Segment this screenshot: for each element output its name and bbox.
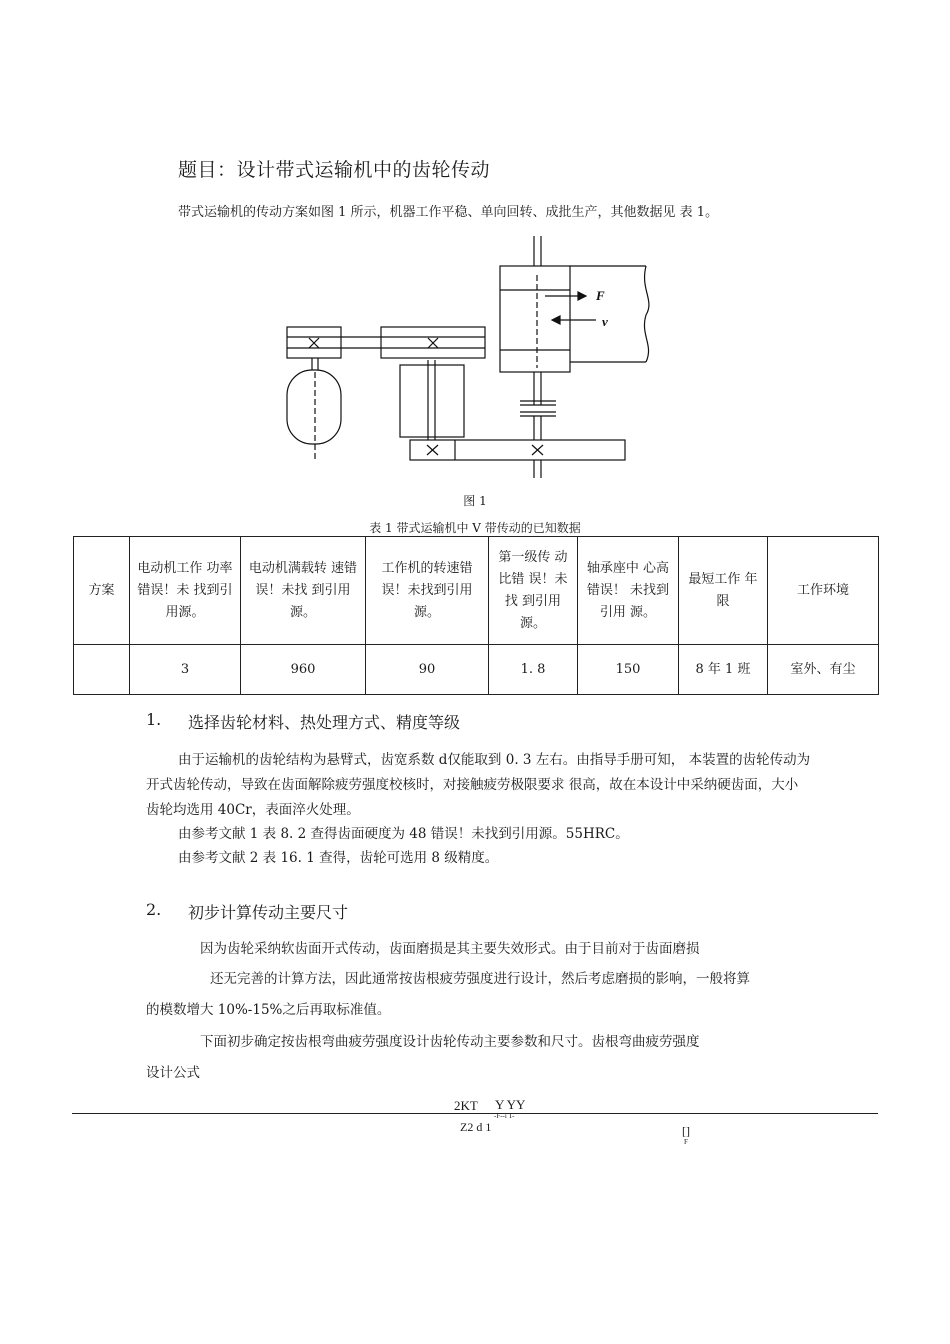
section-1-heading: 选择齿轮材料、热处理方式、精度等级 <box>188 713 461 732</box>
section-1-precision-line: 由参考文献 2 表 16. 1 查得，齿轮可选用 8 级精度。 <box>178 850 499 866</box>
header-cell: 第一级传 动比错 误！未找 到引用源。 <box>489 537 578 645</box>
force-label: F <box>596 288 605 303</box>
table-cell: 8 年 1 班 <box>679 645 768 695</box>
belt-break-line <box>644 266 648 362</box>
header-cell: 工作机的转速错误！未找到引用源。 <box>366 537 489 645</box>
formula-numerator: 2KT <box>454 1098 478 1113</box>
table-cell: 150 <box>578 645 679 695</box>
bearing-housing <box>400 365 464 437</box>
page-title: 题目：设计带式运输机中的齿轮传动 <box>178 159 491 181</box>
section-1-hardness-line: 由参考文献 1 表 8. 2 查得齿面硬度为 48 错误！未找到引用源。55HRC。 <box>178 826 629 842</box>
table-cell: 室外、有尘 <box>768 645 879 695</box>
table-cell: 3 <box>130 645 241 695</box>
formula-y-subscript: -F--i T- <box>494 1112 515 1120</box>
formula-denominator: Z2 d 1 <box>460 1120 492 1134</box>
fraction-line <box>72 1113 878 1114</box>
header-cell: 最短工作 年限 <box>679 537 768 645</box>
formula-y-terms: Y YY <box>495 1097 526 1112</box>
section-1-paragraph-line: 开式齿轮传动，导致在齿面解除疲劳强度校核时，对接触疲劳极限要求 很高，故在本设计中采纳硬齿面，大小 <box>146 777 799 793</box>
specification-table <box>73 536 879 695</box>
section-1-paragraph-line: 齿轮均选用 40Cr，表面淬火处理。 <box>146 802 360 818</box>
open-gear-pair <box>410 440 625 460</box>
intro-paragraph: 带式运输机的传动方案如图 1 所示，机器工作平稳、单向回转、成批生产，其他数据见 表 1。 <box>178 205 719 220</box>
table-cell <box>74 645 130 695</box>
table-header-row <box>74 537 879 645</box>
header-cell: 方案 <box>74 537 130 645</box>
table-caption: 表 1 带式运输机中 V 带传动的已知数据 <box>369 521 581 535</box>
section-2-paragraph-line: 设计公式 <box>146 1065 200 1081</box>
table-row <box>74 645 879 695</box>
table-cell: 90 <box>366 645 489 695</box>
formula-bracket: [] <box>682 1124 690 1138</box>
table-cell: 960 <box>241 645 366 695</box>
section-2-heading: 初步计算传动主要尺寸 <box>188 903 349 922</box>
section-2-paragraph-line: 因为齿轮采纳软齿面开式传动，齿面磨损是其主要失效形式。由于目前对于齿面磨损 <box>200 941 700 957</box>
section-2-number: 2. <box>146 900 162 919</box>
velocity-label: v <box>602 314 608 329</box>
header-cell: 轴承座中 心高错误！ 未找到引用 源。 <box>578 537 679 645</box>
section-2-paragraph-line: 下面初步确定按齿根弯曲疲劳强度设计齿轮传动主要参数和尺寸。齿根弯曲疲劳强度 <box>200 1034 700 1050</box>
section-2-paragraph-line: 还无完善的计算方法，因此通常按齿根疲劳强度进行设计，然后考虑磨损的影响，一般将算 <box>210 971 750 987</box>
transmission-diagram <box>280 232 680 482</box>
section-1-number: 1. <box>146 710 162 729</box>
figure-caption: 图 1 <box>463 494 487 508</box>
section-2-paragraph-line: 的模数增大 10%-15%之后再取标准值。 <box>146 1002 391 1018</box>
table-cell: 1. 8 <box>489 645 578 695</box>
section-1-paragraph-line: 由于运输机的齿轮结构为悬臂式，齿宽系数 d仅能取到 0. 3 左右。由指导手册可知， 本装置的齿轮传动为 <box>178 752 811 768</box>
header-cell: 电动机工作 功率错误！未 找到引用源。 <box>130 537 241 645</box>
header-cell: 电动机满载转 速错误！未找 到引用源。 <box>241 537 366 645</box>
electric-motor <box>287 370 341 444</box>
header-cell: 工作环境 <box>768 537 879 645</box>
formula-bracket-subscript: F <box>684 1138 688 1146</box>
